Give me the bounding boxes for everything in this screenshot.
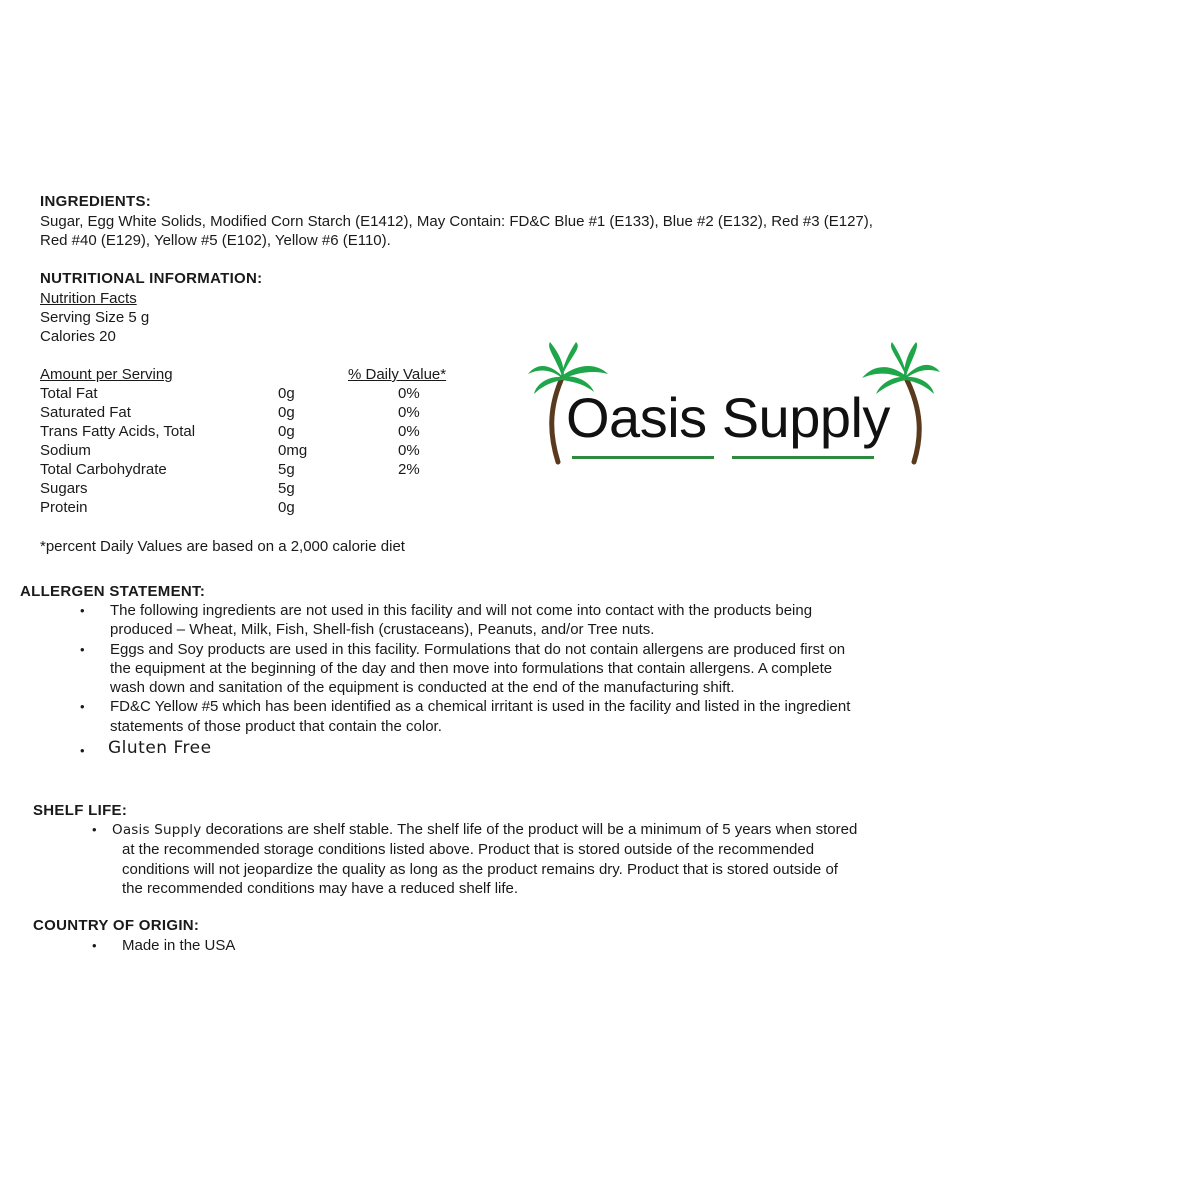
- bullet-icon: •: [80, 641, 85, 657]
- daily-value-footnote: *percent Daily Values are based on a 2,000 calorie diet: [40, 538, 405, 555]
- right-palm-trunk-icon: [906, 378, 919, 462]
- nutrient-daily-value: 0%: [398, 385, 420, 402]
- list-item: [80, 739, 860, 758]
- origin-item: [92, 936, 235, 955]
- ingredients-text: Sugar, Egg White Solids, Modified Corn Starch (E1412), May Contain: FD&C Blue #1 (E133), Blue #2 (E132), Red #3 (E127), Red #40 (E129), Yellow #5 (E102), Yellow #6 (E110).: [40, 213, 873, 250]
- bullet-icon: •: [92, 938, 97, 953]
- allergen-item-text: The following ingredients are not used in this facility and will not come into contact with the products being produced – Wheat, Milk, Fish, Shell-fish (crustaceans), Peanuts, and/or Tree nuts.: [110, 602, 813, 639]
- nutrient-amount: 0g: [278, 499, 295, 516]
- nutrient-daily-value: 0%: [398, 442, 420, 459]
- nutrient-label: Saturated Fat: [40, 404, 131, 421]
- nutrient-amount: 5g: [278, 480, 295, 497]
- allergen-list: [80, 601, 860, 758]
- nutrient-daily-value: 0%: [398, 423, 420, 440]
- nutrient-amount: 0g: [278, 423, 295, 440]
- nutrient-label: Trans Fatty Acids, Total: [40, 423, 196, 440]
- nutrient-label: Sugars: [40, 480, 88, 497]
- list-item: [80, 601, 860, 640]
- bullet-icon: •: [80, 699, 85, 715]
- nutrition-heading: NUTRITIONAL INFORMATION:: [40, 270, 263, 287]
- bullet-icon: •: [80, 603, 85, 618]
- shelf-life-brand: Oasis Supply: [112, 822, 202, 838]
- nutrient-amount: 0g: [278, 385, 295, 402]
- amount-per-serving-header: Amount per Serving: [40, 366, 173, 383]
- nutrient-label: Protein: [40, 499, 88, 516]
- origin-heading: COUNTRY OF ORIGIN:: [33, 917, 200, 934]
- calories: Calories 20: [40, 328, 116, 345]
- bullet-icon: •: [92, 822, 97, 837]
- list-item: [80, 697, 860, 736]
- allergen-heading: ALLERGEN STATEMENT:: [20, 583, 206, 600]
- serving-size: Serving Size 5 g: [40, 309, 150, 326]
- logo-brand-text: Oasis Supply: [566, 386, 890, 449]
- ingredients-heading: INGREDIENTS:: [40, 193, 152, 210]
- nutrition-facts-title: Nutrition Facts: [40, 290, 137, 307]
- nutrient-amount: 5g: [278, 461, 295, 478]
- shelf-life-text-block: [112, 820, 862, 898]
- origin-text: Made in the USA: [122, 937, 236, 954]
- nutrition-table: [40, 365, 480, 525]
- shelf-life-text: decorations are shelf stable. The shelf life of the product will be a minimum of 5 years when stored at the recommended storage conditions listed above. Product that is stored outside of the recommended conditions will not jeopardize the quality as long as the product remains dry. Product that is stored outside of the recommended conditions may have a reduced shelf life.: [122, 821, 858, 897]
- nutrient-label: Total Carbohydrate: [40, 461, 167, 478]
- logo-underline-right: [732, 456, 874, 459]
- bullet-icon: •: [80, 743, 85, 759]
- shelf-life-heading: SHELF LIFE:: [33, 802, 128, 819]
- nutrient-label: Sodium: [40, 442, 91, 459]
- left-palm-trunk-icon: [552, 378, 562, 462]
- allergen-item-text: FD&C Yellow #5 which has been identified as a chemical irritant is used in the facility and listed in the ingredient statements of those product that contain the color.: [110, 698, 851, 735]
- nutrient-amount: 0mg: [278, 442, 308, 459]
- nutrient-daily-value: 2%: [398, 461, 420, 478]
- oasis-supply-logo: [528, 340, 940, 468]
- list-item: [80, 640, 860, 698]
- gluten-free-text: Gluten Free: [108, 738, 212, 759]
- logo-underline-left: [572, 456, 714, 459]
- daily-value-header: % Daily Value*: [348, 366, 447, 383]
- nutrient-label: Total Fat: [40, 385, 98, 402]
- nutrient-amount: 0g: [278, 404, 295, 421]
- allergen-item-text: Eggs and Soy products are used in this facility. Formulations that do not contain allergens are produced first on the equipment at the beginning of the day and then move into formulations that contain allergens. A complete wash down and sanitation of the equipment is conducted at the end of the manufacturing shift.: [110, 640, 846, 697]
- nutrient-daily-value: 0%: [398, 404, 420, 421]
- shelf-life-item: [92, 820, 862, 898]
